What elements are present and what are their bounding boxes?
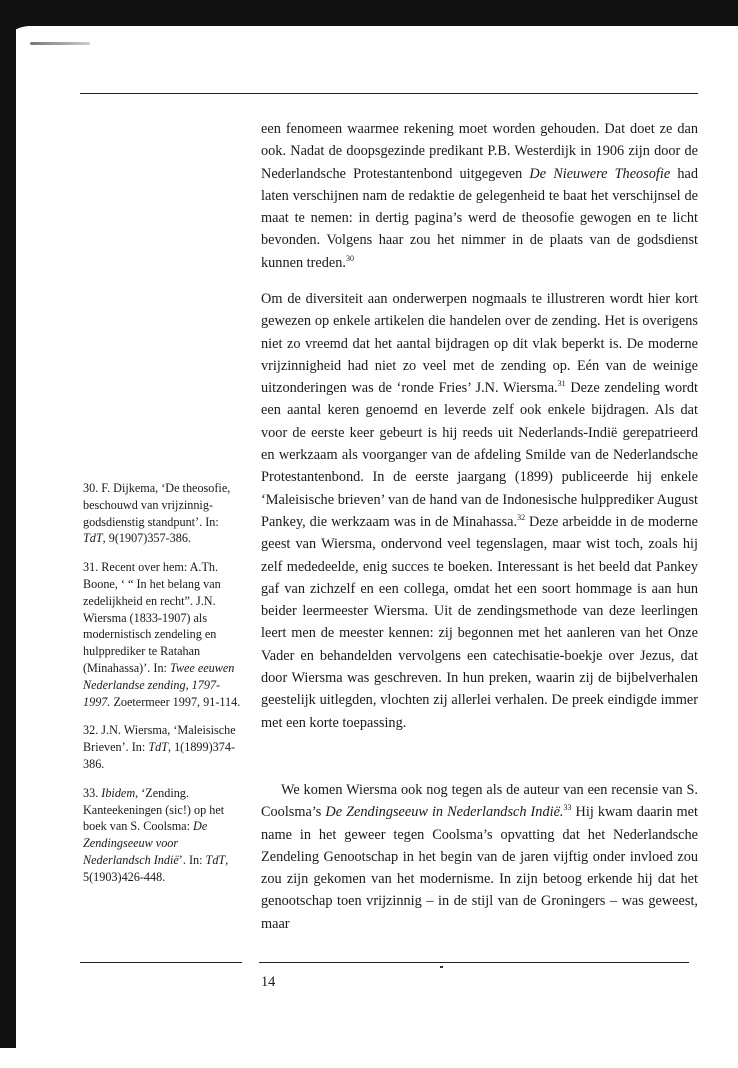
footnote-30: [83, 480, 243, 547]
italic-text: Twee eeuwen Nederlandse zending, 1797-1997.: [83, 660, 235, 709]
text-run: Hij kwam daarin met name in het geweer tegen Coolsma’s opvatting dat het Nederlandsche Zendeling Genootschap in het begin van de jaren vijftig onder invloed zou zou zijn gekomen van het modernisme. In zijn betoog erkende hij dat het genootschap toen vrijzinnig – in de stijl van de Groningers – was geweest, maar: [261, 804, 698, 932]
text-run: , 1(1899)374-386.: [83, 740, 236, 771]
text-run: , 5(1903)426-448.: [83, 852, 229, 884]
text-run: had laten verschijnen nam de redaktie de gelegenheid te baat het verschijnsel de maat te nemen: in dertig pagina’s werd de theosofie gewogen en te licht bevonden. Volgens haar zou het nimmer in de plaats van de godsdienst kunnen treden.: [261, 165, 698, 271]
scan-mark: [440, 966, 443, 968]
italic-text: TdT: [83, 531, 103, 546]
text-run: 32. J.N. Wiersma, ‘Maleisische Brieven’. In:: [83, 723, 236, 755]
text-run: , ‘Zending. Kanteekeningen (sic!) op het boek van S. Coolsma:: [83, 785, 225, 834]
footnote-33: [83, 785, 243, 886]
text-run: Om de diversiteit aan onderwerpen nogmaals te illustreren wordt hier kort gewezen op enkele artikelen die handelen over de zending. Het is overigens niet zo vreemd dat het aantal bijdragen op dit vlak beperkt is. De moderne vrijzinnigheid had niet zo veel met de zending op. Eén van de weinige uitzonderingen was de ‘ronde Fries’ J.N. Wiersma.: [261, 291, 698, 397]
text-run: , 9(1907)357-386.: [102, 531, 192, 546]
footnote-32: [83, 722, 243, 772]
italic-text: De Nieuwere Theosofie: [529, 165, 671, 182]
paragraph-1: [261, 118, 698, 274]
footnote-ref: 33: [563, 803, 572, 813]
text-run: Zoetermeer 1997, 91-114.: [110, 694, 241, 709]
footer-rule-right: [259, 962, 689, 963]
italic-text: TdT: [148, 740, 168, 755]
text-run: ’. In:: [178, 852, 206, 867]
text-run: Deze arbeidde in de moderne geest van Wiersma, ondervond veel tegenslagen, maar wist toch, zoals hij zelf mededeelde, enig succes te boeken. Interessant is het beeld dat Pankey gaf van zichzelf en een collega, omdat het een soort hommage is aan hun beider leermeester Wiersma. Uit de zendingsmethode van deze leerlingen leert men de meester kennen: zij begonnen met het aanleren van het Onze Vader en behandelden vervolgens een catechisatie-boekje over Jezus, dat door Wiersma was geschreven. In hun preken, waarin zij de bijbelverhalen geestelijk uitlegden, vlochten zij allerlei verhalen. De preek eindigde immer met een korte toepassing.: [261, 513, 698, 731]
italic-text: TdT: [205, 852, 226, 867]
footnote-ref: 30: [345, 254, 354, 264]
scan-edge-left: [0, 0, 16, 1048]
text-run: We komen Wiersma ook nog tegen als de auteur van een recensie van S. Coolsma’s: [261, 782, 698, 821]
footnote-ref: 32: [517, 513, 526, 523]
paragraph-2: [261, 288, 698, 734]
header-rule: [80, 93, 698, 94]
text-run: 31. Recent over hem: A.Th. Boone, ‘ “ In het belang van zedelijkheid en recht”. J.N. Wiersma (1833-1907) als modernistisch zendeling en hulpprediker te Ratahan (Minahassa)’. In:: [83, 560, 221, 675]
footnotes: [83, 480, 243, 898]
text-run: 30. F. Dijkema, ‘De theosofie, beschouwd van vrijzinnig-godsdienstig standpunt’. In:: [83, 481, 231, 529]
footnote-ref: 31: [557, 379, 566, 389]
footnote-31: [83, 559, 243, 710]
italic-text: Ibidem: [101, 785, 136, 800]
text-run: 33.: [83, 785, 102, 800]
text-run: een fenomeen waarmee rekening moet worden gehouden. Dat doet ze dan ook. Nadat de doopsgezinde predikant P.B. Westerdijk in 1906 zijn door de Nederlandsche Protestantenbond uitgegeven: [261, 121, 698, 182]
scan-streak: [30, 42, 90, 45]
italic-text: De Zendingseeuw in Nederlandsch Indië.: [325, 804, 564, 821]
paragraph-3: [261, 779, 698, 935]
page-corner: [0, 26, 738, 56]
italic-text: De Zendingseeuw voor Nederlandsch Indië: [83, 819, 208, 867]
text-run: Deze zendeling wordt een aantal keren genoemd en leverde zelf ook enkele bijdragen. Als dat voor de eerste keer gebeurt is hij reeds uit Nederlands-Indië gerepatrieerd en werkzaam als voorganger van de afdeling Smilde van de Nederlandsche Protestantenbond. In de eerste jaargang (1899) publiceerde hij enkele ‘Maleisische brieven’ van de hand van de Indonesische hulpprediker August Pankey, die werkzaam was in de Minahassa.: [261, 380, 698, 530]
page-number: 14: [261, 974, 276, 990]
footer-rule-left: [80, 962, 242, 963]
